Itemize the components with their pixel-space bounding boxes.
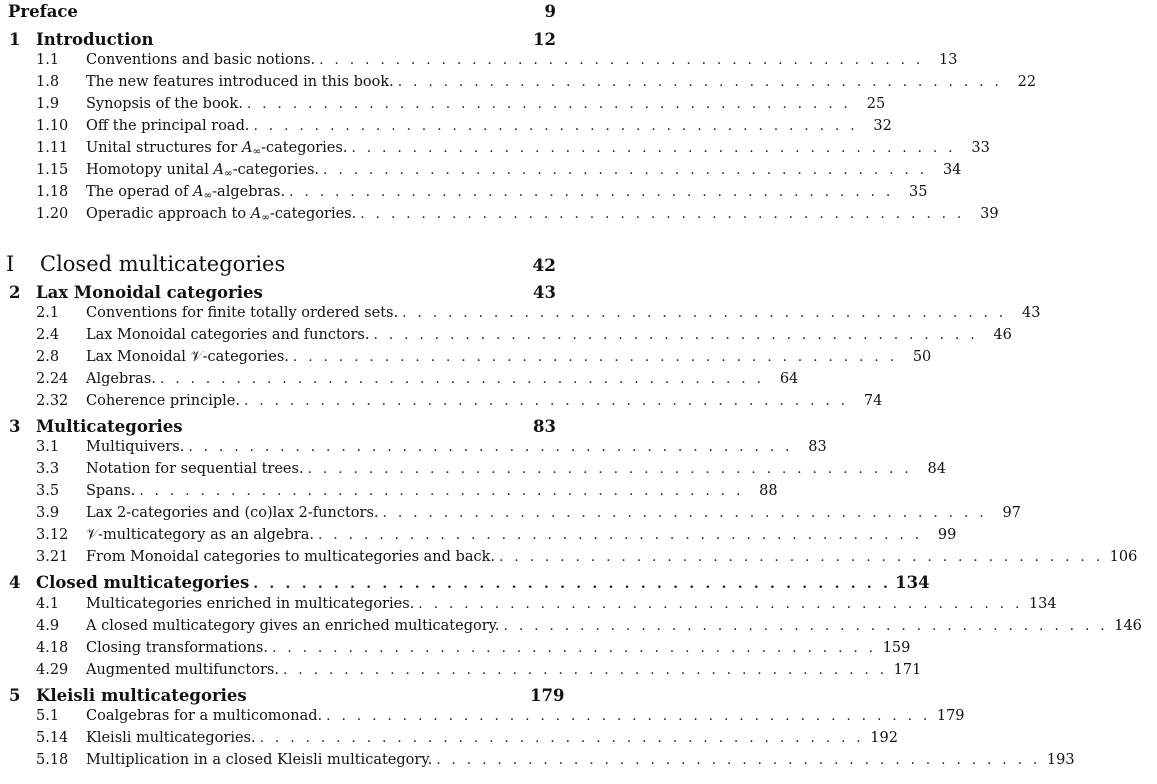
toc-chapter-title: Introduction	[36, 30, 154, 49]
toc-chapter-2	[0, 283, 570, 305]
toc-section-number: 1.8	[36, 74, 60, 90]
toc-chapter-title: Closed multicategories	[36, 573, 250, 592]
toc-section-page: 192	[870, 730, 898, 746]
toc-chapter-page: 179	[530, 686, 565, 705]
toc-section-number: 1.18	[36, 184, 69, 200]
toc-section-page: 74	[863, 393, 883, 409]
toc-entry-title: Preface	[8, 2, 78, 21]
toc-section	[0, 662, 922, 684]
toc-chapter-number: 3	[9, 417, 21, 436]
toc-section-number: 1.15	[36, 162, 69, 178]
toc-chapter-number: 4	[9, 573, 21, 592]
toc-chapter-3	[0, 417, 570, 439]
toc-section-number: 3.21	[36, 549, 69, 565]
toc-section-title: Operadic approach to $A_\infty$-categories.	[86, 206, 357, 224]
toc-section-page: 39	[980, 206, 999, 222]
toc-section-title: Notation for sequential trees.	[86, 461, 304, 477]
toc-section-number: 2.1	[36, 305, 60, 321]
toc-section-page: 193	[1046, 752, 1075, 768]
toc-chapter-page: 83	[533, 417, 556, 436]
toc-section-title: Coherence principle.	[86, 393, 240, 409]
toc-section-page: 97	[1002, 505, 1021, 521]
toc-leader: . . . . . . . . . . . . . . . . . . . . . . . . . . . . . . . . . . . . . . . .	[323, 162, 928, 178]
toc-leader: . . . . . . . . . . . . . . . . . . . . . . . . . . . . . . . . . . . . . . . .	[326, 708, 931, 724]
toc-section	[0, 305, 1041, 327]
toc-leader: . . . . . . . . . . . . . . . . . . . . . . . . . . . . . . . . . . . . . . . .	[159, 371, 765, 387]
toc-section-title: From Monoidal categories to multicategories and back.	[86, 549, 495, 565]
toc-chapter-1	[0, 30, 570, 52]
toc-section-number: 1.20	[36, 206, 69, 222]
toc-section	[0, 527, 957, 549]
toc-section-title: A closed multicategory gives an enriched multicategory.	[86, 618, 500, 634]
toc-section	[0, 327, 1012, 349]
toc-section-title: Conventions and basic notions.	[86, 52, 316, 68]
toc-section-title: Lax Monoidal categories and functors.	[86, 327, 370, 343]
toc-section-title: Spans.	[86, 483, 136, 499]
toc-leader: . . . . . . . . . . . . . . . . . . . . . . . . . . . . . . . . . . . . . . . .	[351, 140, 956, 156]
toc-leader: . . . . . . . . . . . . . . . . . . . . . . . . . . . . . . . . . . . . . . . .	[139, 483, 744, 499]
toc-section-title: Closing transformations.	[86, 640, 268, 656]
toc-section-number: 2.8	[36, 349, 60, 365]
toc-leader: . . . . . . . . . . . . . . . . . . . . . . . . . . . . . . . . . . . . . . . .	[307, 461, 912, 477]
toc-leader: . . . . . . . . . . . . . . . . . . . . . . . . . . . . . . . . . . . . . . . .	[253, 118, 858, 134]
toc-leader: . . . . . . . . . . . . . . . . . . . . . . . . . . . . . . . . . . . . . . . .	[503, 618, 1108, 634]
toc-section-page: 46	[993, 327, 1012, 343]
toc-leader: . . . . . . . . . . . . . . . . . . . . . . . . . . . . . . . . . . . . . . . .	[289, 184, 894, 200]
toc-section	[0, 549, 1138, 571]
toc-chapter-5	[0, 686, 570, 708]
toc-section	[0, 640, 911, 662]
toc-section-number: 2.32	[36, 393, 69, 409]
toc-section	[0, 752, 1075, 774]
toc-section-page: 50	[912, 349, 932, 365]
toc-section	[0, 140, 990, 162]
toc-section	[0, 618, 1142, 640]
toc-section-title: Multiquivers.	[86, 439, 185, 455]
toc-section	[0, 52, 958, 74]
toc-section	[0, 708, 965, 730]
toc-section	[0, 730, 898, 752]
toc-leader: . . . . . . . . . . . . . . . . . . . . . . . . . . . . . . . . . . . . . . . .	[360, 206, 965, 222]
toc-section-number: 1.11	[36, 140, 69, 156]
toc-section-page: 64	[779, 371, 799, 387]
toc-leader: . . . . . . . . . . . . . . . . . . . . . . . . . . . . . . . . . . . . . . . .	[397, 74, 1003, 90]
toc-section-page: 159	[882, 640, 911, 656]
toc-section-number: 5.18	[36, 752, 69, 768]
toc-section	[0, 349, 932, 371]
toc-section-title: Lax Monoidal 𝒱-categories.	[86, 349, 289, 365]
toc-section-page: 83	[808, 439, 827, 455]
toc-chapter-page: 43	[533, 283, 556, 302]
toc-section	[0, 596, 1057, 618]
toc-section-title: Multicategories enriched in multicategories.	[86, 596, 415, 612]
toc-section-page: 22	[1017, 74, 1037, 90]
toc-section-title: Algebras.	[86, 371, 156, 387]
toc-section	[0, 505, 1021, 527]
toc-section-number: 1.1	[36, 52, 60, 68]
toc-section-page: 13	[939, 52, 958, 68]
toc-section-page: 84	[927, 461, 946, 477]
toc-section	[0, 483, 778, 505]
toc-leader: . . . . . . . . . . . . . . . . . . . . . . . . . . . . . . . . . . . . . . . .	[436, 752, 1041, 768]
toc-section	[0, 184, 928, 206]
toc-leader: . . . . . . . . . . . . . . . . . . . . . . . . . . . . . . . . . . . . . . . .	[271, 640, 877, 656]
toc-section-title: Conventions for finite totally ordered sets.	[86, 305, 399, 321]
toc-section-page: 32	[873, 118, 892, 134]
toc-part-number: I	[6, 252, 15, 276]
toc-leader: . . . . . . . . . . . . . . . . . . . . . . . . . . . . . . . . . . . . . . . .	[402, 305, 1007, 321]
toc-section-title: Homotopy unital $A_\infty$-categories.	[86, 162, 320, 180]
toc-section	[0, 118, 892, 140]
toc-section-page: 43	[1022, 305, 1041, 321]
toc-section-number: 3.1	[36, 439, 60, 455]
toc-chapter-title: Multicategories	[36, 417, 183, 436]
toc-chapter-number: 1	[9, 30, 21, 49]
toc-section-number: 3.3	[36, 461, 60, 477]
toc-chapter-title: Kleisli multicategories	[36, 686, 247, 705]
toc-leader: . . . . . . . . . . . . . . . . . . . . . . . . . . . . . . . . . . . . . . . .	[259, 730, 864, 746]
toc-section-page: 25	[866, 96, 886, 112]
toc-chapter-number: 2	[9, 283, 21, 302]
toc-section-title: 𝒱-multicategory as an algebra.	[86, 527, 314, 543]
toc-section-number: 3.9	[36, 505, 60, 521]
toc-entry-preface	[0, 2, 570, 24]
toc-section	[0, 96, 886, 118]
toc-section	[0, 206, 999, 228]
toc-section	[0, 162, 962, 184]
toc-section-number: 3.5	[36, 483, 60, 499]
toc-section-number: 4.9	[36, 618, 60, 634]
toc-section-number: 4.18	[36, 640, 69, 656]
toc-part-title: Closed multicategories	[40, 252, 286, 276]
toc-leader: . . . . . . . . . . . . . . . . . . . . . . . . . . . . . . . . . . . . . . . .	[188, 439, 793, 455]
toc-section-title: Multiplication in a closed Kleisli multicategory.	[86, 752, 433, 768]
toc-section-title: Lax 2-categories and (co)lax 2-functors.	[86, 505, 379, 521]
toc-leader: . . . . . . . . . . . . . . . . . . . . . . . . . . . . . . . . . . . . . . . .	[319, 52, 924, 68]
toc-section-page: 99	[937, 527, 957, 543]
toc-part-1	[0, 252, 570, 280]
toc-leader: . . . . . . . . . . . . . . . . . . . . . . . . . . . . . . . . . . . . . . . .	[282, 662, 888, 678]
toc-chapter-page: 134	[895, 573, 930, 592]
toc-leader: . . . . . . . . . . . . . . . . . . . . . . . . . . . . . . . . . . . . . . . .	[498, 549, 1104, 565]
toc-section	[0, 461, 946, 483]
toc-section-number: 4.29	[36, 662, 69, 678]
toc-leader: . . . . . . . . . . . . . . . . . . . . . . . . . . . . . . . . . . . . . . . .	[373, 327, 978, 343]
toc-part-page: 42	[532, 256, 556, 276]
toc-section-page: 106	[1109, 549, 1138, 565]
toc-section-title: Off the principal road.	[86, 118, 250, 134]
toc-leader: . . . . . . . . . . . . . . . . . . . . . . . . . . . . . . . . . . . . . . . .	[246, 96, 852, 112]
toc-leader: . . . . . . . . . . . . . . . . . . . . . . . . . . . . . . . . . . . . . . . .	[243, 393, 849, 409]
toc-section-page: 35	[909, 184, 928, 200]
toc-entry-page: 9	[544, 2, 556, 21]
toc-section-title: Augmented multifunctors.	[86, 662, 279, 678]
toc-leader: . . . . . . . . . . . . . . . . . . . . . . . . . . . . . . . . . . . . . . . .	[253, 576, 892, 592]
toc-section-title: The new features introduced in this book.	[86, 74, 394, 90]
toc-chapter-4	[0, 573, 930, 595]
toc-section-page: 34	[942, 162, 962, 178]
toc-section-title: Unital structures for $A_\infty$-categories.	[86, 140, 348, 158]
toc-section-page: 33	[971, 140, 990, 156]
toc-section-number: 1.10	[36, 118, 69, 134]
toc-section-number: 2.4	[36, 327, 60, 343]
toc-section-number: 2.24	[36, 371, 69, 387]
toc-chapter-number: 5	[9, 686, 21, 705]
toc-section-page: 146	[1114, 618, 1142, 634]
toc-section	[0, 393, 883, 415]
toc-section-title: Synopsis of the book.	[86, 96, 243, 112]
toc-section	[0, 439, 827, 461]
toc-section-title: Kleisli multicategories.	[86, 730, 256, 746]
toc-leader: . . . . . . . . . . . . . . . . . . . . . . . . . . . . . . . . . . . . . . . .	[382, 505, 987, 521]
toc-section-page: 171	[893, 662, 922, 678]
toc-section	[0, 371, 799, 393]
toc-leader: . . . . . . . . . . . . . . . . . . . . . . . . . . . . . . . . . . . . . . . .	[418, 596, 1023, 612]
toc-leader: . . . . . . . . . . . . . . . . . . . . . . . . . . . . . . . . . . . . . . . .	[292, 349, 898, 365]
toc-section-number: 5.1	[36, 708, 60, 724]
toc-leader: . . . . . . . . . . . . . . . . . . . . . . . . . . . . . . . . . . . . . . . .	[318, 527, 923, 543]
toc-chapter-page: 12	[533, 30, 556, 49]
toc-section	[0, 74, 1037, 96]
toc-section-page: 88	[759, 483, 778, 499]
toc-section-title: The operad of $A_\infty$-algebras.	[86, 184, 286, 202]
toc-section-page: 179	[936, 708, 965, 724]
toc-section-number: 4.1	[36, 596, 60, 612]
toc-section-number: 5.14	[36, 730, 69, 746]
toc-section-page: 134	[1028, 596, 1057, 612]
toc-chapter-title: Lax Monoidal categories	[36, 283, 263, 302]
toc-section-title: Coalgebras for a multicomonad.	[86, 708, 323, 724]
toc-section-number: 1.9	[36, 96, 60, 112]
toc-section-number: 3.12	[36, 527, 69, 543]
